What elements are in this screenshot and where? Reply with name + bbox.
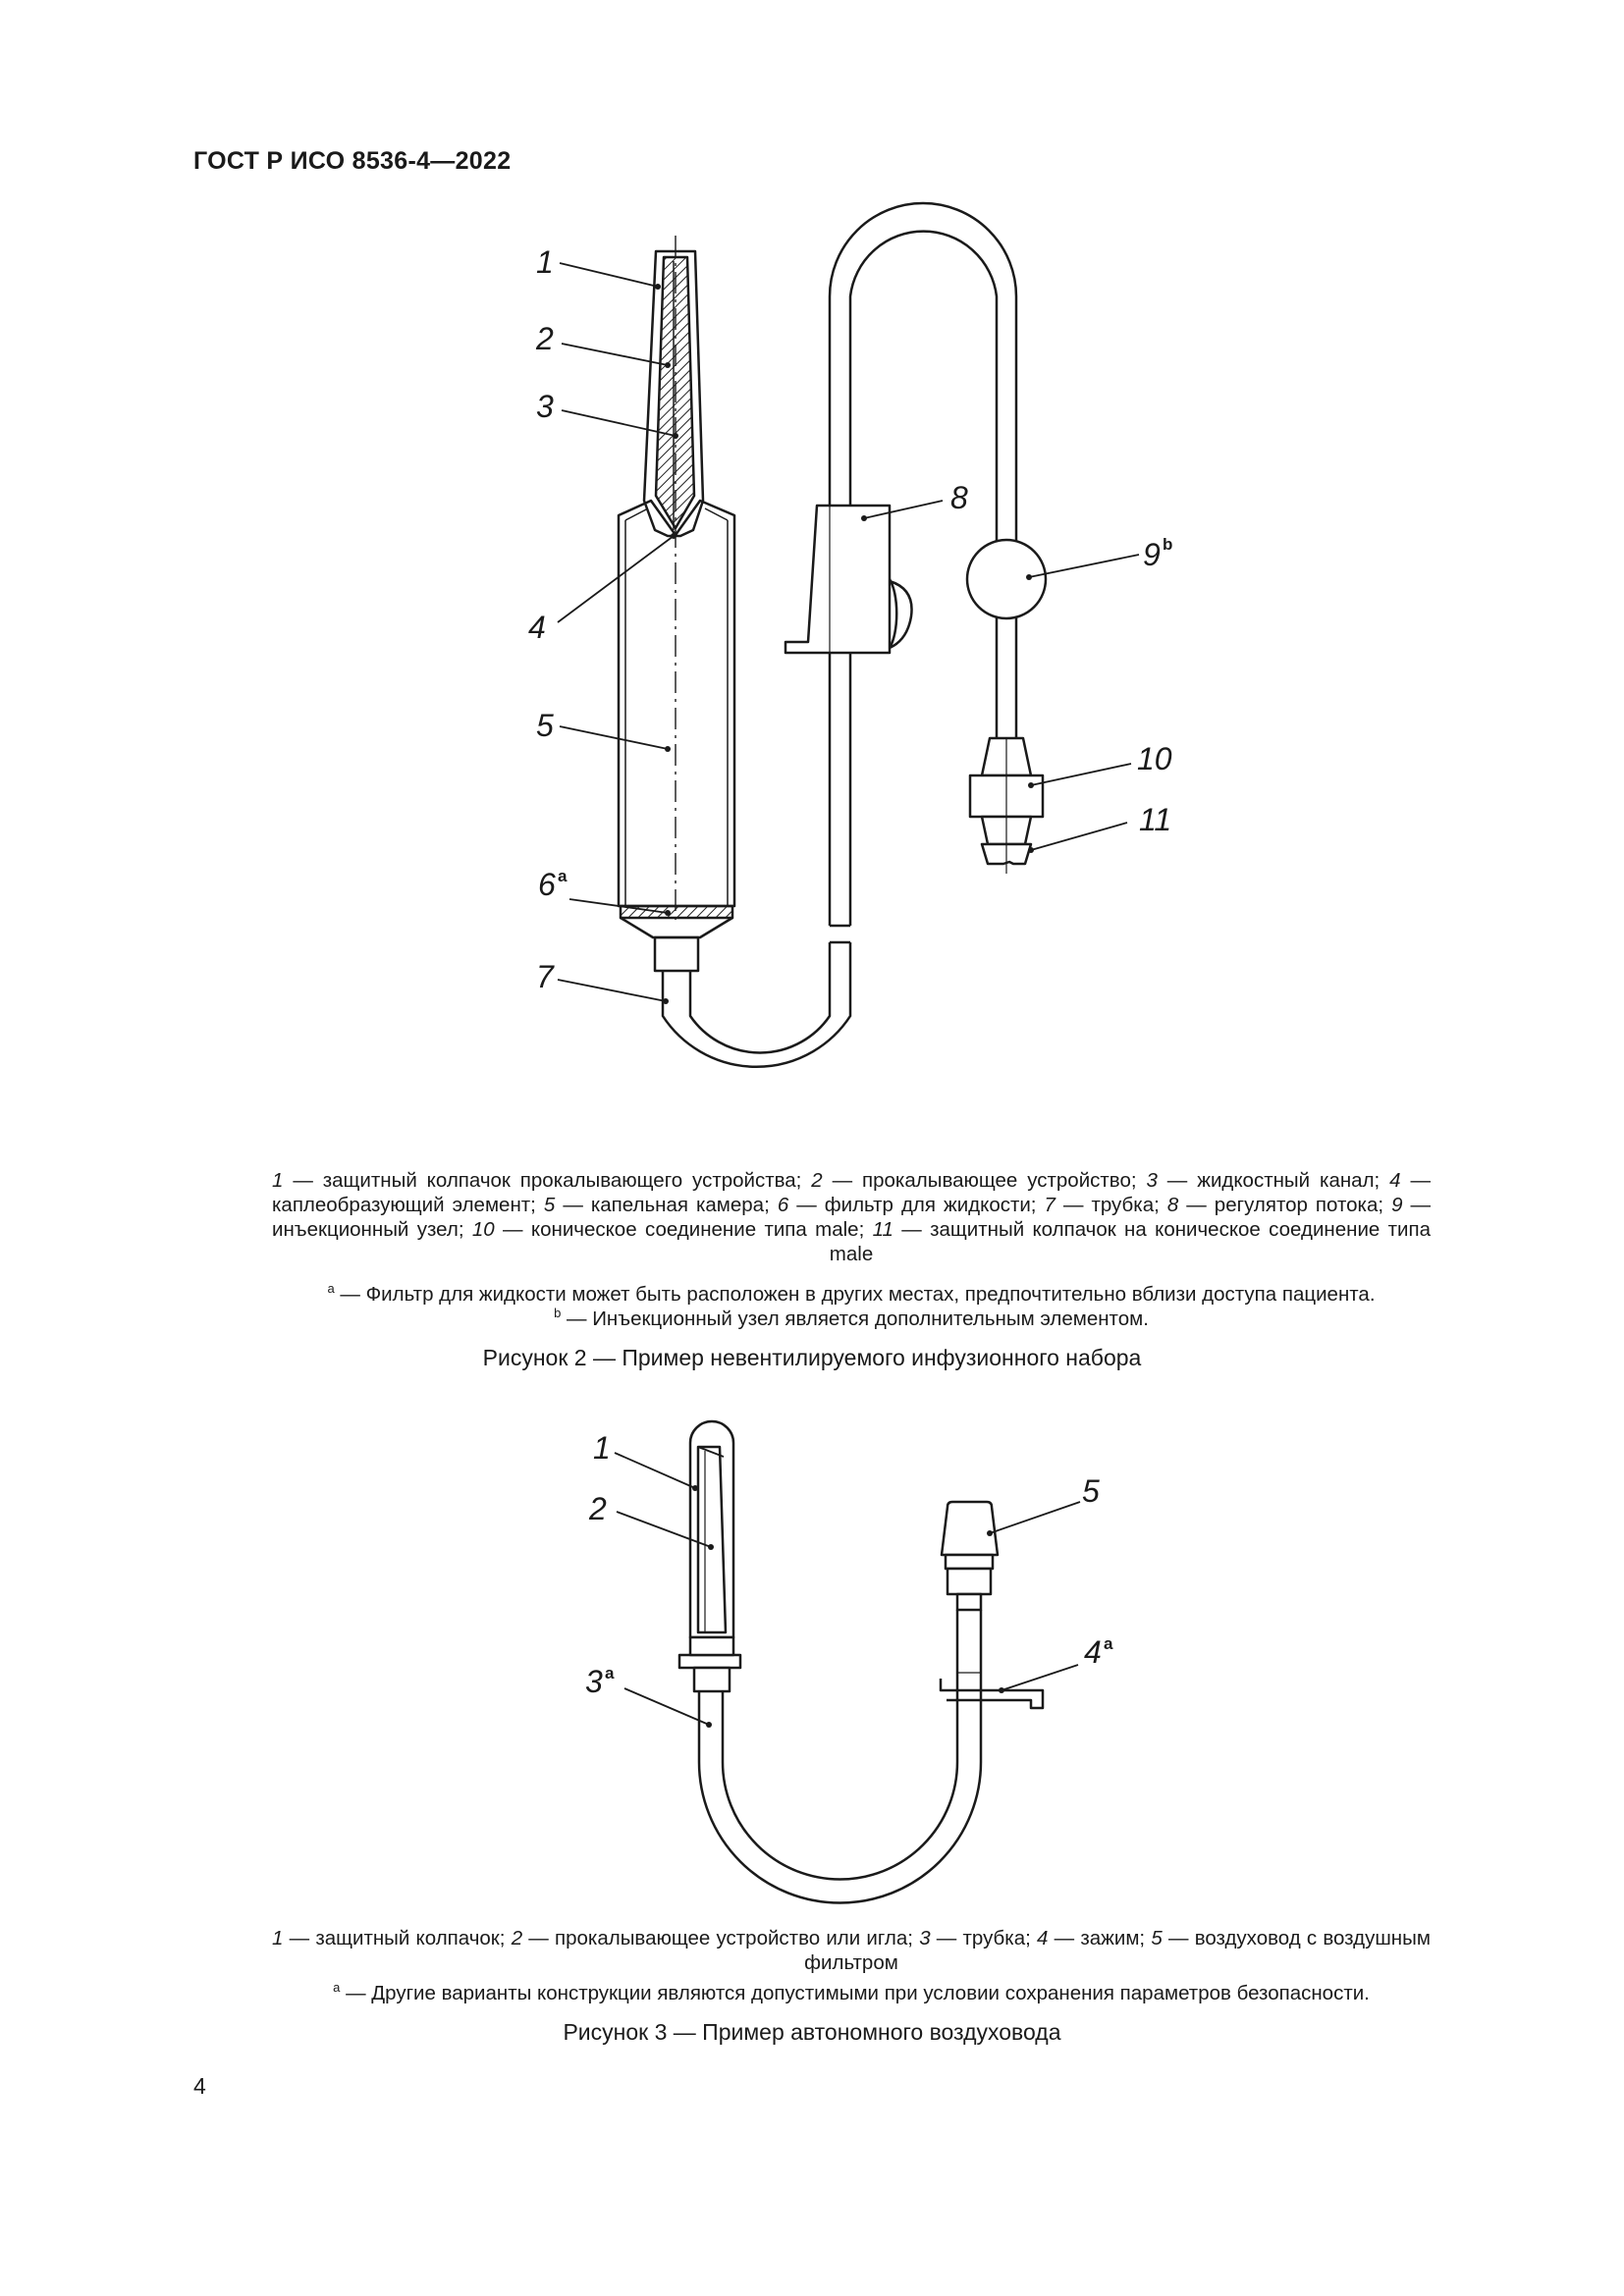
fig2-label-6: 6: [538, 867, 556, 902]
fig2-label-11: 11: [1139, 802, 1172, 837]
figure-2-note-b: $^b$ — Инъекционный узел является дополнительным элементом.: [554, 1306, 1149, 1330]
figure-3-note-a: $^a$ — Другие варианты конструкции являются допустимыми при условии сохранения параметров безопасности.: [333, 1980, 1370, 2004]
fig2-label-4: 4: [528, 610, 546, 645]
fig2-label-7: 7: [536, 959, 554, 994]
drip-chamber: [619, 501, 734, 906]
fig3-label-4: 4: [1084, 1634, 1102, 1670]
page-number: 4: [193, 2073, 206, 2099]
fig2-label-5: 5: [536, 708, 554, 743]
figure-3-drawing: [0, 1404, 1624, 1914]
document-header: ГОСТ Р ИСО 8536-4—2022: [193, 147, 512, 175]
injection-site: [967, 540, 1046, 618]
fig2-label-3: 3: [536, 389, 554, 424]
fig3-label-1: 1: [593, 1430, 611, 1466]
fig2-label-2: 2: [536, 321, 554, 356]
figure-2-caption: Рисунок 2 — Пример невентилируемого инфузионного набора: [482, 1345, 1142, 1370]
fig2-label-9: 9: [1143, 537, 1161, 572]
fig2-label-6-sup: a: [558, 867, 568, 885]
fig3-label-3: 3: [585, 1664, 603, 1699]
fig2-label-9-sup: b: [1163, 535, 1173, 554]
fig3-label-3-sup: a: [605, 1664, 615, 1682]
fig3-label-5: 5: [1082, 1473, 1100, 1509]
figure-3-caption: Рисунок 3 — Пример автономного воздуховода: [563, 2019, 1061, 2045]
tube: [699, 1610, 981, 1903]
figure-3-legend: 1 — защитный колпачок; 2 — прокалывающее устройство или игла; 3 — трубка; 4 — зажим; 5 — воздуховод с воздушным фильтром: [272, 1927, 1431, 1974]
flow-regulator: [785, 506, 890, 653]
fig2-label-10: 10: [1137, 741, 1172, 776]
spike-needle: [698, 1447, 726, 1632]
fig3-label-2: 2: [589, 1491, 607, 1526]
figure-2-legend: 1 — защитный колпачок прокалывающего устройства; 2 — прокалывающее устройство; 3 — жидкостный канал; 4 — каплеобразующий элемент; 5 — капельная камера; 6 — фильтр для жидкости; 7 — трубка; 8 — регулятор потока; 9 — инъекционный узел; 10 — коническое соединение типа male; 11 — защитный колпачок на коническое соединение типа male: [272, 1169, 1432, 1265]
air-vent: [942, 1502, 998, 1555]
fig3-label-4-sup: a: [1104, 1634, 1113, 1653]
fig2-label-1: 1: [536, 244, 554, 280]
figure-2-note-a: $^a$ — Фильтр для жидкости может быть расположен в других местах, предпочтительно вблизи доступа пациента.: [327, 1281, 1376, 1306]
clamp: [941, 1679, 1043, 1708]
fig2-label-8: 8: [950, 480, 968, 515]
protective-cap: [690, 1421, 733, 1637]
